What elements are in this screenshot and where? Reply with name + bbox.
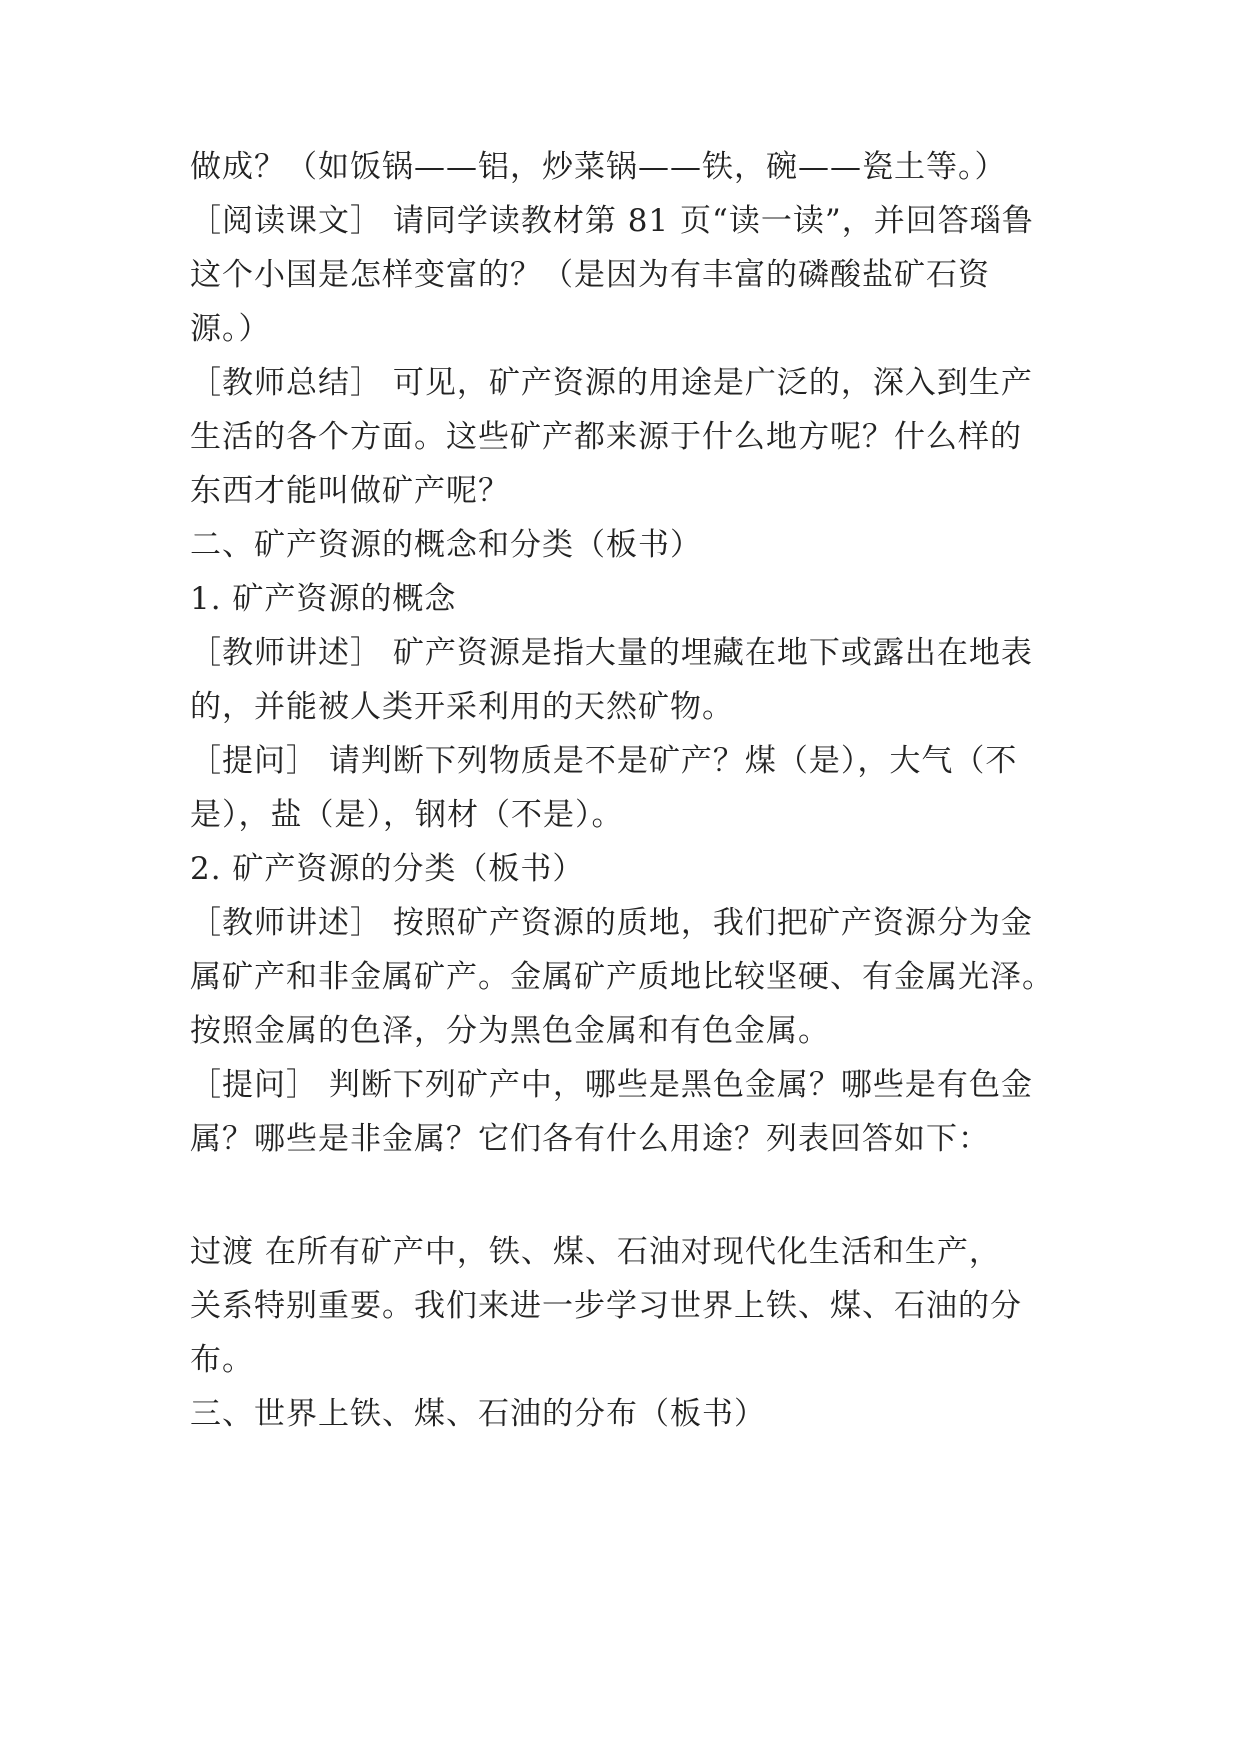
text-line: ［教师讲述］ 矿产资源是指大量的埋藏在地下或露出在地表 (190, 635, 1033, 671)
text-line: 属矿产和非金属矿产。金属矿产质地比较坚硬、有金属光泽。 (190, 959, 1054, 995)
text-line: 这个小国是怎样变富的？（是因为有丰富的磷酸盐矿石资 (190, 257, 990, 293)
text-line: ［教师讲述］ 按照矿产资源的质地，我们把矿产资源分为金 (190, 905, 1033, 941)
text-line: ［教师总结］ 可见，矿产资源的用途是广泛的，深入到生产 (190, 365, 1033, 401)
subsection-heading: 1. 矿产资源的概念 (190, 581, 457, 617)
text-line: 的，并能被人类开采利用的天然矿物。 (190, 689, 734, 725)
section-heading: 三、世界上铁、煤、石油的分布（板书） (190, 1396, 766, 1432)
text-line: ［提问］ 请判断下列物质是不是矿产？煤（是），大气（不 (190, 743, 1018, 779)
text-line: 东西才能叫做矿产呢？ (190, 473, 510, 509)
section-heading: 二、矿产资源的概念和分类（板书） (190, 527, 702, 563)
text-line: 关系特别重要。我们来进一步学习世界上铁、煤、石油的分 (190, 1288, 1022, 1324)
text-line: 是），盐（是），钢材（不是）。 (190, 797, 624, 833)
text-line: ［提问］ 判断下列矿产中，哪些是黑色金属？哪些是有色金 (190, 1067, 1033, 1103)
text-line: 属？哪些是非金属？它们各有什么用途？列表回答如下： (190, 1121, 990, 1157)
text-line: 生活的各个方面。这些矿产都来源于什么地方呢？什么样的 (190, 419, 1022, 455)
text-line: 按照金属的色泽，分为黑色金属和有色金属。 (190, 1013, 830, 1049)
text-line: 做成？（如饭锅——铝，炒菜锅——铁，碗——瓷土等。） (190, 149, 1007, 185)
text-line: ［阅读课文］ 请同学读教材第 81 页“读一读”，并回答瑙鲁 (190, 203, 1034, 239)
text-line: 源。） (190, 311, 271, 347)
text-line: 布。 (190, 1342, 254, 1378)
text-line: 过渡 在所有矿产中，铁、煤、石油对现代化生活和生产， (190, 1234, 1001, 1270)
subsection-heading: 2. 矿产资源的分类（板书） (190, 851, 585, 887)
